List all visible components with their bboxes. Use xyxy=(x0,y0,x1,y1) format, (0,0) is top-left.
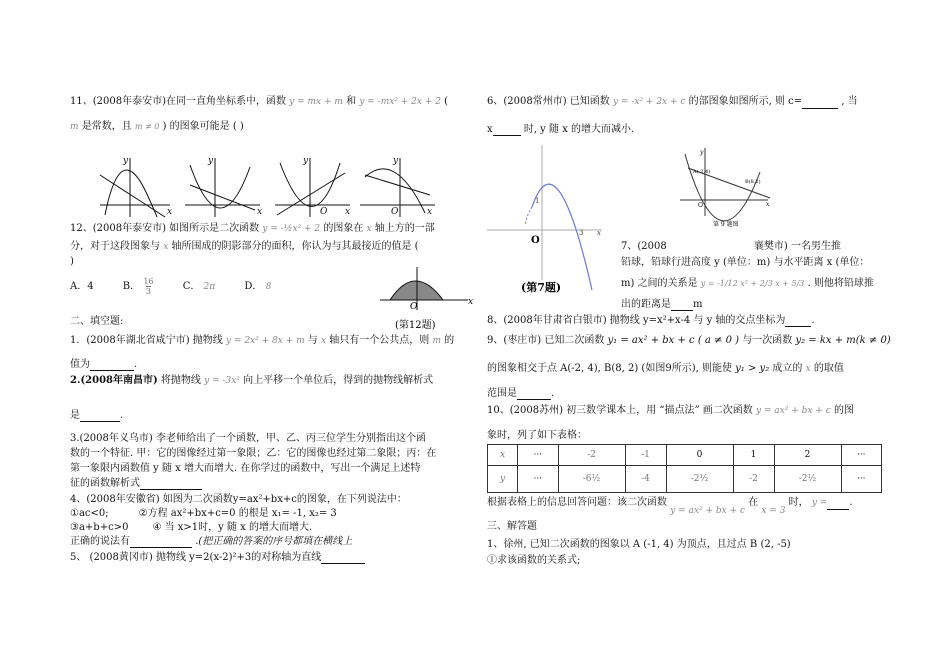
fill3-line2: 数的一个特征. 甲：它的图像经过第一象限；乙：它的图像也经过第二象限；丙：在 xyxy=(70,448,437,459)
fig7-one-label: 1 xyxy=(535,197,540,205)
fill4-line1: 4、(2008年安徽省) 如图为二次函数y=ax²+bx+c的图象，在下列说法中： xyxy=(70,494,407,505)
table-cell: -2 xyxy=(733,466,774,493)
fill4-line4: 正确的说法有 .(把正确的答案的序号都填在横线上 xyxy=(70,536,353,547)
value-table xyxy=(487,444,882,493)
fill10-line1: 10、(2008苏州) 初三数学课本上，用 “描点法” 画二次函数 y = ax² + bx + c 的图 xyxy=(487,405,854,416)
fig9-y-label: y xyxy=(700,149,704,156)
fill6-line1: 6、(2008常州市) 已知函数 y = -x² + 2x + c 的部图象如图所示, 则 c= , 当 xyxy=(487,96,858,107)
fill7-line4: 出的距离是 m xyxy=(621,299,703,310)
q11-line2: m 是常数，且 m ≠ 0 ) 的图象可能是 ( ) xyxy=(70,121,244,132)
fill4-line2: ①ac<0; ②方程 ax²+bx+c=0 的根是 x₁= -1, x₂= 3 xyxy=(70,508,337,519)
table-cell: -2½ xyxy=(774,466,841,493)
fill5-line: 5、 (2008黄冈市) 抛物线 y=2(x-2)²+3的对称轴为直线 xyxy=(70,551,365,564)
fill10-line3: 根据表格上的信息回答问题：该二次函数 y = ax² + bx + c 在 x = 3 时， y = . xyxy=(487,497,853,516)
fill9-line2: 的图象相交于点 A(-2, 4), B(8, 2) (如图9所示), 则能使 y₁ > y₂ 成立的 x 的取值 xyxy=(487,363,844,374)
fill3-line3: 第一象限内函数值 y 随 x 增大而增大. 在你学过的函数中，写出一个满足上述特 xyxy=(70,463,421,474)
table-cell: ··· xyxy=(841,466,882,493)
graph-o-label: O xyxy=(320,207,328,217)
fig9-point-a: A(-2,4) xyxy=(693,169,711,175)
fill3-line1: 3.(2008年义乌市) 李老师给出了一个函数，甲、乙、丙三位学生分别指出这个函 xyxy=(70,433,426,444)
table-cell: 1 xyxy=(733,445,774,466)
q12-line3: ) xyxy=(70,256,74,267)
fig7 xyxy=(487,145,607,295)
table-cell: 2 xyxy=(774,445,841,466)
fill2-line1: 2.(2008年南昌市) 将抛物线 y = -3x² 向上平移一个单位后，得到的抛物线解析式 xyxy=(70,375,434,386)
section2-heading: 二、填空题: xyxy=(70,316,124,327)
fill8-line: 8、(2008年甘肃省白银市) 抛物线 y=x²+x-4 与 y 轴的交点坐标为 . xyxy=(487,315,815,326)
graph-x-label: x xyxy=(345,207,351,217)
graph-y-label: y xyxy=(393,156,399,166)
table-cell: x xyxy=(488,445,518,466)
fig9 xyxy=(680,148,775,230)
fill4-line3: ③a+b+c>0 ④ 当 x>1时，y 随 x 的增大而增大. xyxy=(70,522,313,533)
table-cell: -1 xyxy=(625,445,666,466)
fig9-caption: 第 9 题图 xyxy=(713,221,739,228)
fill7-line3: m) 之间的关系是 y = -1/12 x² + 2/3 x + 5/3 . 则他将铅球推 xyxy=(621,278,874,289)
fig7-x-label: x xyxy=(597,229,601,237)
fig7-three-label: 3 xyxy=(579,229,584,237)
q12-line1: 12、(2008年泰安市) 如图所示是二次函数 y = -½x² + 2 的图象在 x 轴上方的一部 xyxy=(70,223,435,234)
fill6-line2: x 时, y 随 x 的增大而减小. xyxy=(487,124,635,135)
table-cell: ··· xyxy=(518,445,558,466)
fill3-line4: 征的函数解析式 xyxy=(70,477,202,490)
graph-y-label: y xyxy=(303,156,309,166)
fill2-line2: 是 . xyxy=(70,410,124,421)
table-row xyxy=(488,445,882,466)
fig9-o-label: O xyxy=(698,202,703,209)
graph-y-label: y xyxy=(123,156,129,166)
fill7-line2: 铅球，铅球行进高度 y (单位：m) 与水平距离 x (单位： xyxy=(621,257,870,268)
q12-figure xyxy=(375,262,475,337)
q11-line1: 11、(2008年泰安市)在同一直角坐标系中，函数 y = mx + m 和 y = -mx² + 2x + 2 ( xyxy=(70,96,449,107)
solve1-line2: ①求该函数的关系式; xyxy=(487,555,581,566)
section3-heading: 三、解答题 xyxy=(487,521,537,532)
graph-y-label: y xyxy=(208,156,214,166)
solve1-line1: 1、徐州, 已知二次函数的图象以 A (-1, 4) 为顶点，且过点 B (2, -5) xyxy=(487,539,791,550)
q12-options: A．4 B． $\frac{16}{3}$ C． 2π D． 8 xyxy=(70,277,272,296)
fill9-line3: 范围是 . xyxy=(487,388,555,399)
fig9-point-b: B(8,2) xyxy=(745,179,761,185)
graph-x-label: x xyxy=(257,207,263,217)
fig12-x-label: x xyxy=(468,297,474,307)
table-cell: -6½ xyxy=(558,466,625,493)
fill7-line1: 7、(2008 襄樊市) 一名男生推 xyxy=(621,241,841,252)
fill1-line2: 值为 . xyxy=(70,359,138,370)
table-cell: 0 xyxy=(666,445,733,466)
table-cell: y xyxy=(488,466,518,493)
table-cell: ··· xyxy=(518,466,558,493)
fig12-o-label: O xyxy=(410,302,418,312)
table-cell: -2½ xyxy=(666,466,733,493)
table-row xyxy=(488,466,882,493)
table-cell: -4 xyxy=(625,466,666,493)
fig12-caption: (第12题) xyxy=(395,320,436,331)
fig7-caption: (第7题) xyxy=(521,281,562,294)
graph-o-label: O xyxy=(391,207,399,217)
table-cell: ··· xyxy=(841,445,882,466)
q12-line2: 分，对于这段图象与 x 轴所围成的阴影部分的面积，你认为与其最接近的值是 ( xyxy=(70,241,419,252)
table-cell: -2 xyxy=(558,445,625,466)
graph-x-label: x xyxy=(427,207,433,217)
fill1-line1: 1．(2008年湖北省咸宁市) 抛物线 y = 2x² + 8x + m 与 x 轴只有一个公共点，则 m 的 xyxy=(70,335,455,346)
graph-x-label: x xyxy=(167,207,173,217)
fill10-line2: 象时，列了如下表格： xyxy=(487,430,587,441)
q11-option-graphs xyxy=(95,155,435,220)
fig7-o-label: O xyxy=(531,235,540,246)
fill9-line1: 9、(枣庄市) 已知二次函数 y₁ = ax² + bx + c ( a ≠ 0 ) 与一次函数 y₂ = kx + m(k ≠ 0) xyxy=(487,335,891,346)
fig9-x-label: x xyxy=(766,201,770,208)
